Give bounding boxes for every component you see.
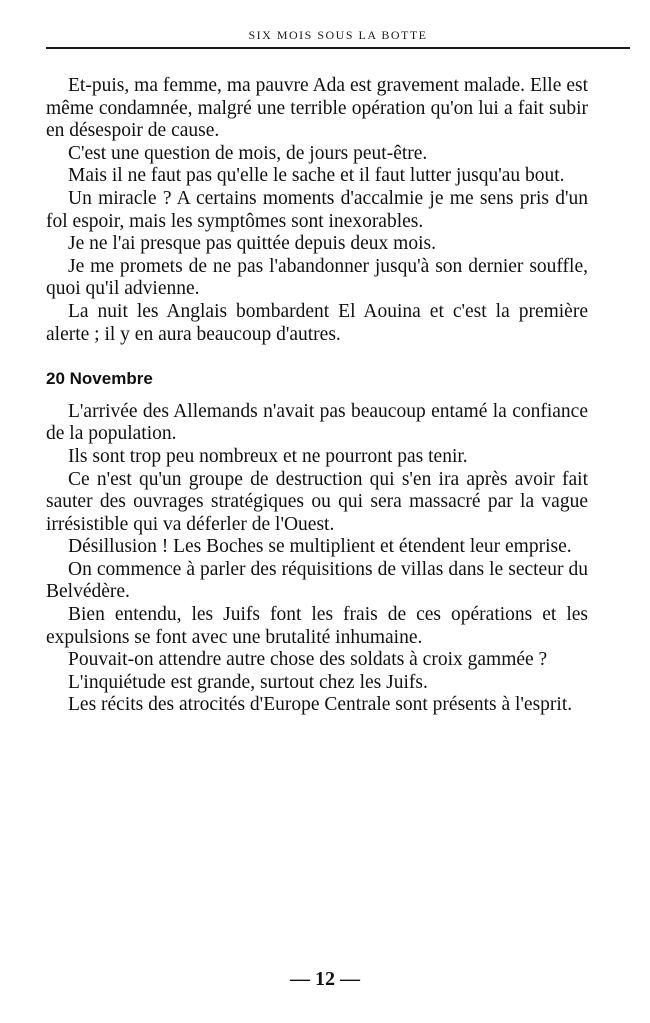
paragraph: C'est une question de mois, de jours peut-être. [68,142,428,164]
paragraph: Mais il ne faut pas qu'elle le sache et il faut lutter jusqu'au bout. [68,165,565,187]
paragraph: Ils sont trop peu nombreux et ne pourront pas tenir. [68,445,468,467]
body-text [46,75,588,717]
paragraph: Bien entendu, les Juifs font les frais de ces opérations et les expulsions se font avec une brutalité inhumaine. [46,604,588,648]
paragraph: Je ne l'ai presque pas quittée depuis deux mois. [68,233,436,255]
paragraph: Et-puis, ma femme, ma pauvre Ada est gravement malade. Elle est même condamnée, malgré une terrible opération qu'on lui a fait subir en désespoir de cause. [46,75,588,142]
section-date-heading: 20 Novembre [46,369,153,389]
paragraph: La nuit les Anglais bombardent El Aouina et c'est la première alerte ; il y en aura beaucoup d'autres. [46,300,588,345]
running-head: SIX MOIS SOUS LA BOTTE [248,28,428,42]
paragraph: Je me promets de ne pas l'abandonner jusqu'à son dernier souffle, quoi qu'il advienne. [46,255,588,300]
paragraph: On commence à parler des réquisitions de villas dans le secteur du Belvédère. [46,558,588,603]
paragraph: Désillusion ! Les Boches se multiplient et étendent leur emprise. [68,536,572,558]
paragraph: Pouvait-on attendre autre chose des soldats à croix gammée ? [68,649,548,671]
paragraph: Ce n'est qu'un groupe de destruction qui s'en ira après avoir fait sauter des ouvrages stratégiques ou qui sera massacré par la vague irrésistible qui va déferler de l'Ouest. [46,468,588,535]
paragraph: L'arrivée des Allemands n'avait pas beaucoup entamé la confiance de la population. [46,400,588,445]
paragraph: Un miracle ? A certains moments d'accalmie je me sens pris d'un fol espoir, mais les symptômes sont inexorables. [46,187,588,232]
paragraph: L'inquiétude est grande, surtout chez les Juifs. [68,671,428,693]
paragraph: Les récits des atrocités d'Europe Centrale sont présents à l'esprit. [68,694,573,716]
header-rule [46,47,630,49]
page-number: — 12 — [290,968,360,990]
